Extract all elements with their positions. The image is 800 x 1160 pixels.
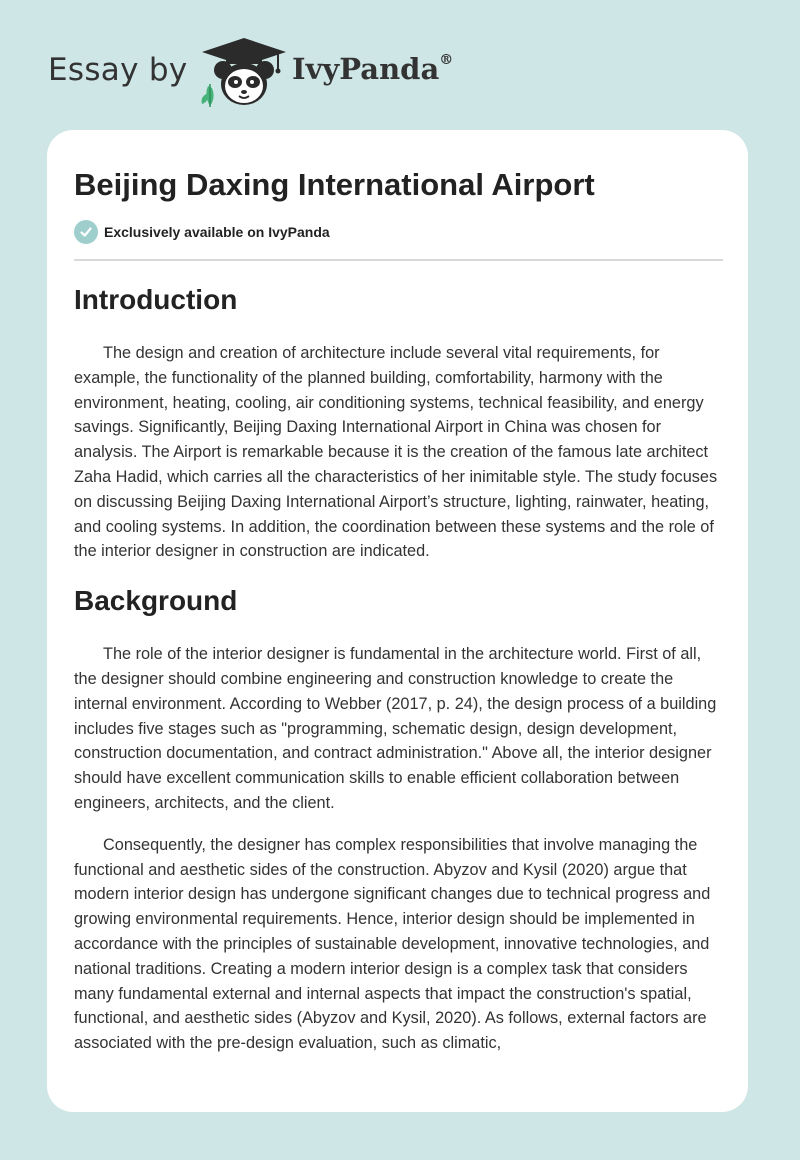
registered-mark: ® [439,52,454,69]
site-header [0,0,800,120]
brand-name[interactable]: IvyPanda® [292,52,454,86]
essay-by-label: Essay by [48,52,188,88]
paragraph: The design and creation of architecture include several vital requirements, for example, the functionality of the planned building, comfortability, harmony with the environment, heating, cooling, air conditioning systems, technical feasibility, and energy savings. Significantly, Beijing Daxing International Airport in China was chosen for analysis. The Airport is remarkable because it is the creation of the famous late architect Zaha Hadid, which carries all the characteristics of her inimitable style. The study focuses on discussing Beijing Daxing International Airport’s structure, lighting, rainwater, heating, and cooling systems. In addition, the coordination between these systems and the role of the interior designer in construction are indicated. [74,344,718,561]
section-heading-background: Background [74,585,238,617]
paragraph: Consequently, the designer has complex responsibilities that involve managing the functional and aesthetic sides of the construction. Abyzov and Kysil (2020) argue that modern interior design has undergone significant changes due to technical progress and growing environmental requirements. Hence, interior design should be implemented in accordance with the principles of sustainable development, innovative technologies, and national traditions. Creating a modern interior design is a complex task that considers many fundamental external and internal aspects that impact the construction's spatial, functional, and aesthetic sides (Abyzov and Kysil, 2020). As follows, external factors are associated with the pre-design evaluation, such as climatic, [74,835,711,1053]
page-title: Beijing Daxing International Airport [74,167,595,202]
essay-card [47,130,748,1112]
essay-content [74,166,723,1056]
checkmark-icon [74,220,98,244]
divider [74,259,723,261]
exclusive-label: Exclusively available on IvyPanda [104,224,330,240]
paragraph: The role of the interior designer is fundamental in the architecture world. First of all, the designer should combine engineering and construction knowledge to create the internal environment. According to Webber (2017, p. 24), the design process of a building includes five stages such as "programming, schematic design, design development, construction documentation, and contract administration." Above all, the interior designer should have excellent communication skills to enable efficient collaboration between engineers, architects, and the client. [74,645,717,812]
panda-logo-icon[interactable] [198,36,290,108]
section-heading-introduction: Introduction [74,284,238,315]
exclusive-badge [74,220,723,244]
